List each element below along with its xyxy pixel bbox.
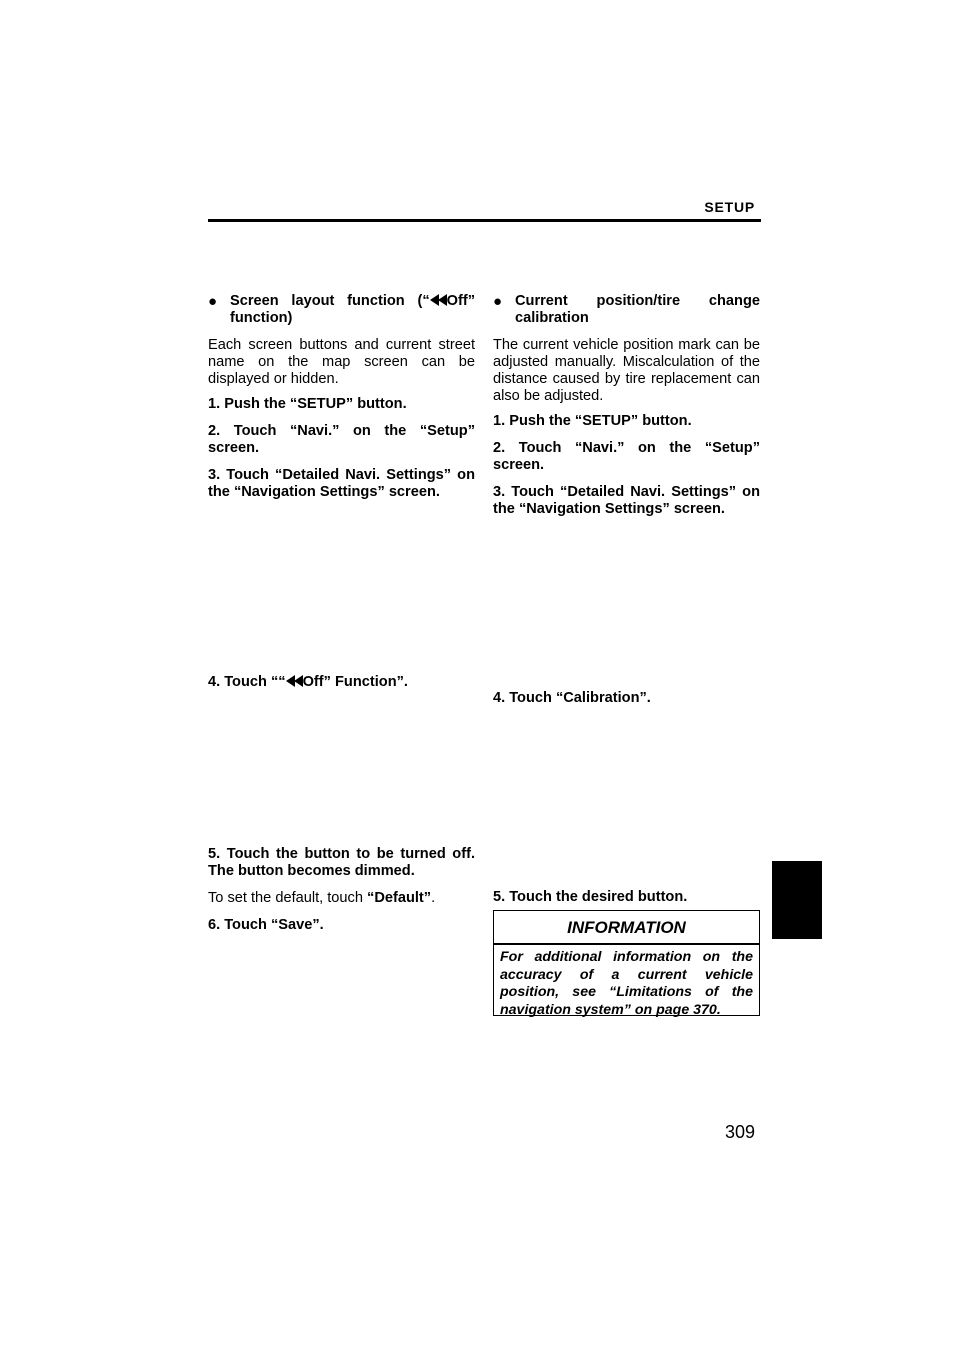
right-bullet-heading <box>493 293 760 327</box>
default-note-post: . <box>431 890 436 906</box>
page-number: 309 <box>724 1122 755 1142</box>
bullet-icon: ● <box>208 293 218 310</box>
left-column <box>208 293 475 501</box>
right-step-1: 1. Push the “SETUP” button. <box>493 413 692 429</box>
information-box <box>493 910 760 1016</box>
right-column <box>493 293 760 518</box>
section-tab-marker <box>772 861 822 939</box>
information-text: For additional information on the accuracy of a current vehicle position, see “Limitations of the navigation system” on page 370. <box>500 949 753 1018</box>
right-step-3: 3. Touch “Detailed Navi. Settings” on the “Navigation Settings” screen. <box>493 484 760 517</box>
section-title: SETUP <box>704 199 755 215</box>
left-intro: Each screen buttons and current street name on the map screen can be displayed or hidden. <box>208 337 475 387</box>
default-note-button: “Default” <box>367 890 432 906</box>
right-step-4: 4. Touch “Calibration”. <box>493 690 651 706</box>
right-step-5: 5. Touch the desired button. <box>493 889 688 905</box>
information-title: INFORMATION <box>567 918 686 937</box>
default-note-pre: To set the default, touch <box>208 890 368 906</box>
information-rule <box>494 943 759 945</box>
bullet-icon: ● <box>493 293 503 310</box>
left-step-4 <box>208 674 475 691</box>
left-steps-5-6 <box>208 846 475 934</box>
left-heading-post: Off” function) <box>230 293 475 326</box>
left-step4-post: Off” Function”. <box>302 674 408 690</box>
left-step-1: 1. Push the “SETUP” button. <box>208 396 407 412</box>
left-default-note <box>208 890 475 907</box>
double-left-triangle-icon <box>294 675 303 687</box>
left-step4-pre: 4. Touch ““ <box>208 674 286 690</box>
left-step-6: 6. Touch “Save”. <box>208 917 324 933</box>
left-heading-pre: Screen layout function (“ <box>230 293 430 309</box>
left-step-5: 5. Touch the button to be turned off. The button becomes dimmed. <box>208 846 475 879</box>
left-bullet-heading <box>208 293 475 327</box>
left-step-3: 3. Touch “Detailed Navi. Settings” on the “Navigation Settings” screen. <box>208 467 475 500</box>
right-step-2: 2. Touch “Navi.” on the “Setup” screen. <box>493 440 760 473</box>
right-intro: The current vehicle position mark can be adjusted manually. Miscalculation of the distance caused by tire replacement can also be adjusted. <box>493 337 760 404</box>
double-left-triangle-icon <box>438 294 447 306</box>
left-step-2: 2. Touch “Navi.” on the “Setup” screen. <box>208 423 475 456</box>
right-heading-text: Current position/tire change calibration <box>515 293 760 326</box>
left-heading-text <box>230 293 475 327</box>
header-rule <box>208 219 761 222</box>
